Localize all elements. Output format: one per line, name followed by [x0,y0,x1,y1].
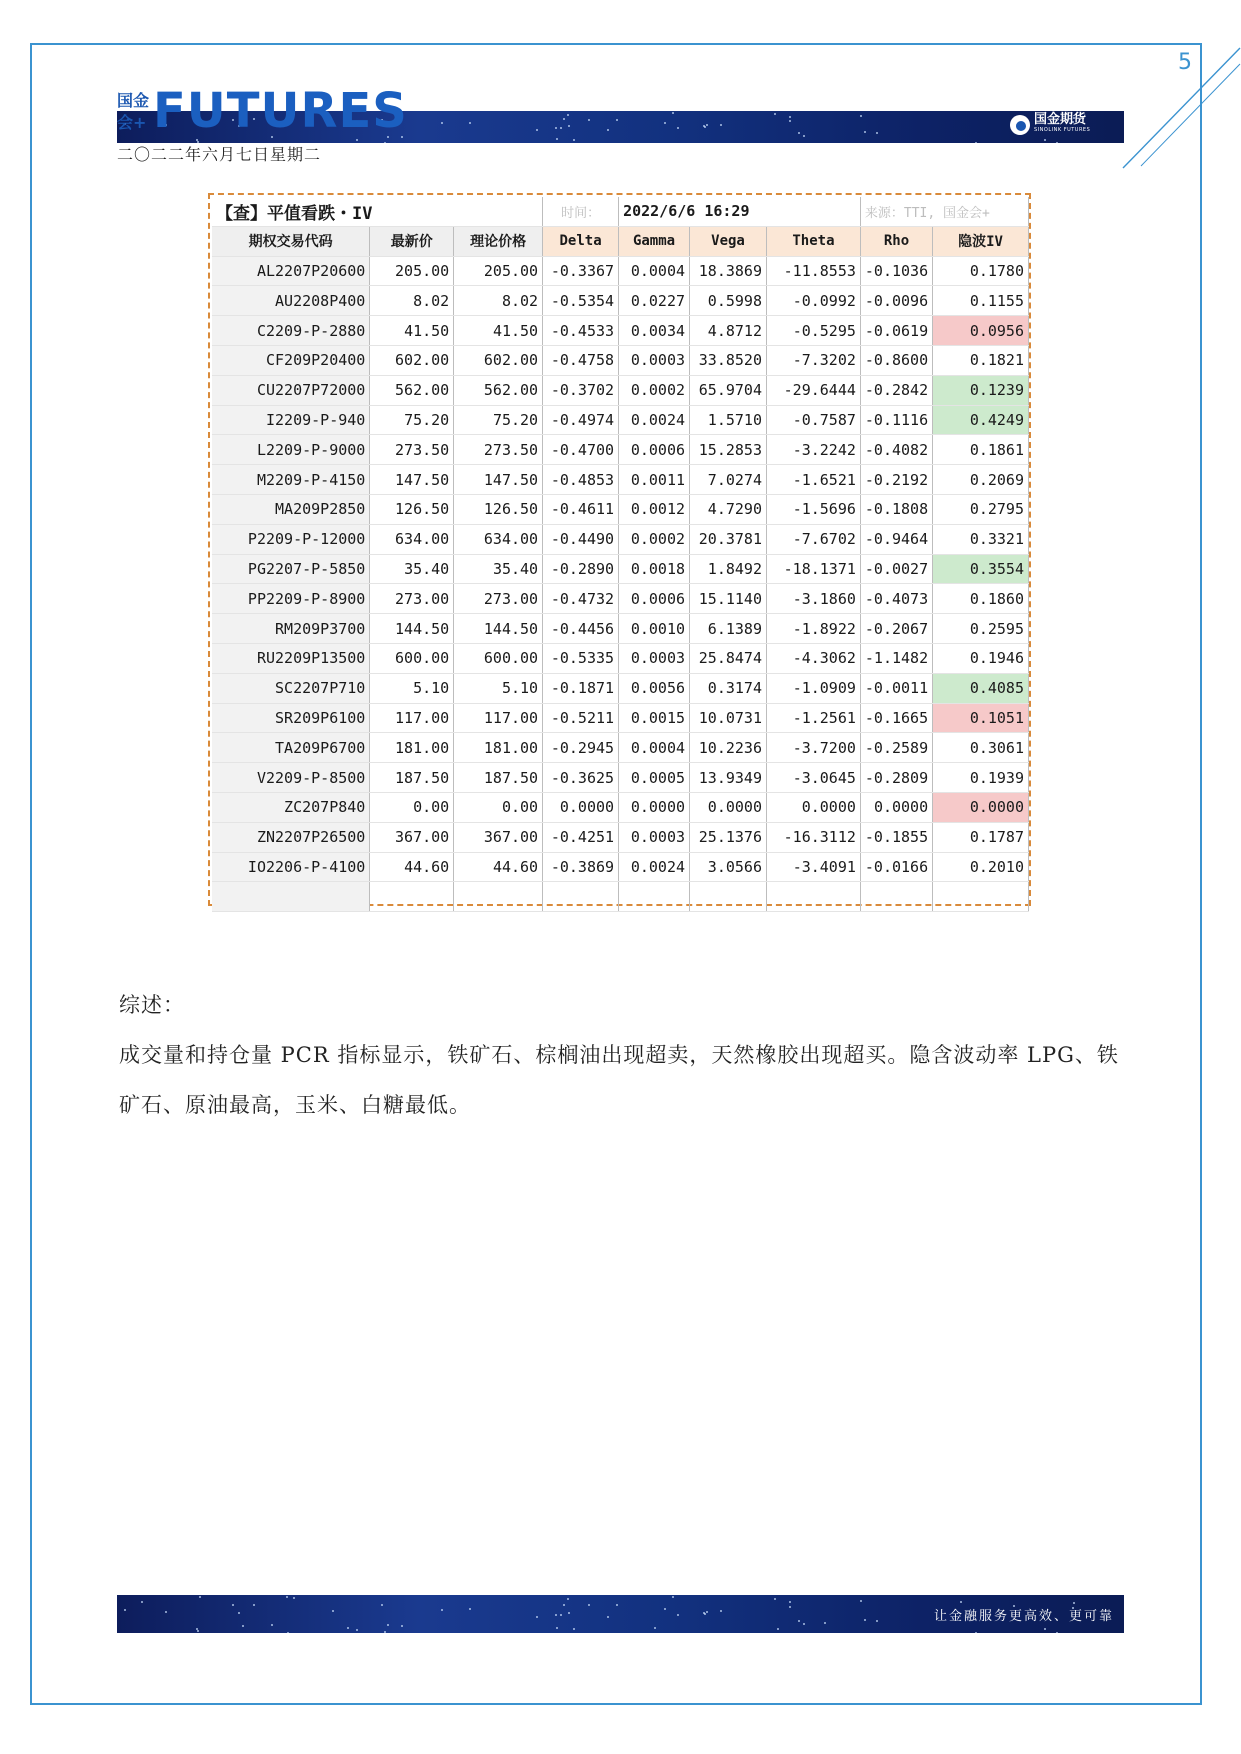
logo-en: FUTURES [153,83,408,139]
table-cell: -0.4533 [543,316,619,346]
table-cell: -1.6521 [766,465,860,495]
table-cell: 10.0731 [690,703,767,733]
table-row-empty [212,882,1029,912]
table-cell: -18.1371 [766,554,860,584]
table-cell: 634.00 [454,524,543,554]
table-cell: 7.0274 [690,465,767,495]
table-cell: -0.2192 [860,465,932,495]
table-cell: 1.8492 [690,554,767,584]
logo-cn: 国金会+ [117,91,150,132]
table-cell: 187.50 [454,763,543,793]
table-cell: 187.50 [370,763,454,793]
table-cell: 0.3061 [933,733,1029,763]
table-row [212,822,1029,852]
table-cell: -0.3625 [543,763,619,793]
table-cell: 41.50 [370,316,454,346]
table-cell: 0.1860 [933,584,1029,614]
table-cell: 634.00 [370,524,454,554]
table-row [212,763,1029,793]
iv-table-frame [208,193,1031,906]
table-cell: 0.0000 [860,792,932,822]
table-cell: 0.1051 [933,703,1029,733]
time-label: 时间： [543,197,619,226]
table-row [212,435,1029,465]
table-cell: 0.0010 [619,614,690,644]
table-cell: 0.2069 [933,465,1029,495]
option-code-cell: CF209P20400 [212,345,370,375]
option-code-cell: RU2209P13500 [212,643,370,673]
table-cell: -0.2809 [860,763,932,793]
table-cell: 0.1787 [933,822,1029,852]
table-cell: 0.0034 [619,316,690,346]
table-cell: 602.00 [370,345,454,375]
table-row [212,584,1029,614]
table-cell: 0.0018 [619,554,690,584]
table-cell: 0.0002 [619,375,690,405]
table-cell: 0.00 [370,792,454,822]
column-header: 最新价 [370,226,454,256]
table-cell: 3.0566 [690,852,767,882]
column-header: Theta [766,226,860,256]
table-cell: 0.3554 [933,554,1029,584]
table-cell: -0.3869 [543,852,619,882]
table-cell: 35.40 [370,554,454,584]
table-cell: 44.60 [454,852,543,882]
source-note: 来源：TTI, 国金会+ [860,197,1028,226]
table-row [212,375,1029,405]
header-date: 二〇二二年六月七日星期二 [117,145,322,164]
table-cell: 0.0003 [619,822,690,852]
table-cell: -0.4073 [860,584,932,614]
table-cell: -0.0619 [860,316,932,346]
table-cell: 4.7290 [690,494,767,524]
table-cell: 144.50 [454,614,543,644]
table-cell: -0.4853 [543,465,619,495]
table-cell: -3.0645 [766,763,860,793]
footer-banner [117,1595,1124,1633]
table-cell: 600.00 [454,643,543,673]
table-cell: 75.20 [370,405,454,435]
table-cell: -0.0992 [766,286,860,316]
table-cell: -0.1871 [543,673,619,703]
option-code-cell: IO2206-P-4100 [212,852,370,882]
table-cell: 126.50 [454,494,543,524]
option-code-cell: L2209-P-9000 [212,435,370,465]
table-cell: 205.00 [454,256,543,286]
option-code-cell: MA209P2850 [212,494,370,524]
table-cell: -0.5335 [543,643,619,673]
table-row [212,256,1029,286]
option-code-cell: P2209-P-12000 [212,524,370,554]
table-cell: -16.3112 [766,822,860,852]
table-cell: 117.00 [370,703,454,733]
table-cell: 0.0227 [619,286,690,316]
table-cell: 0.0000 [933,792,1029,822]
table-row [212,405,1029,435]
table-cell: -3.4091 [766,852,860,882]
time-value: 2022/6/6 16:29 [619,197,861,226]
table-cell: 126.50 [370,494,454,524]
option-code-cell: RM209P3700 [212,614,370,644]
column-header: Delta [543,226,619,256]
brand-circle-icon [1010,115,1030,135]
column-header: 期权交易代码 [212,226,370,256]
table-cell: -0.2890 [543,554,619,584]
table-cell: -0.2067 [860,614,932,644]
table-cell: -0.4611 [543,494,619,524]
table-row [212,494,1029,524]
table-cell: 562.00 [370,375,454,405]
table-cell: 181.00 [370,733,454,763]
option-code-cell: PP2209-P-8900 [212,584,370,614]
table-cell: 0.2010 [933,852,1029,882]
table-cell: -0.0027 [860,554,932,584]
table-cell: -1.1482 [860,643,932,673]
table-cell: 0.00 [454,792,543,822]
table-cell: -0.5211 [543,703,619,733]
table-cell: 8.02 [454,286,543,316]
table-cell: -7.6702 [766,524,860,554]
table-cell: 117.00 [454,703,543,733]
table-cell: 35.40 [454,554,543,584]
table-cell: 144.50 [370,614,454,644]
table-cell: -0.2945 [543,733,619,763]
table-cell: 41.50 [454,316,543,346]
table-cell: -0.4082 [860,435,932,465]
column-header: Rho [860,226,932,256]
option-code-cell: V2209-P-8500 [212,763,370,793]
table-cell: 0.1946 [933,643,1029,673]
table-cell: -3.7200 [766,733,860,763]
table-row [212,792,1029,822]
table-cell: -1.0909 [766,673,860,703]
table-cell: 0.0000 [543,792,619,822]
option-code-cell: AL2207P20600 [212,256,370,286]
column-header: 理论价格 [454,226,543,256]
table-cell: 147.50 [454,465,543,495]
table-title: 【查】平值看跌・IV [212,197,543,226]
table-cell: -1.5696 [766,494,860,524]
table-cell: -0.1808 [860,494,932,524]
table-cell: 6.1389 [690,614,767,644]
table-cell: 0.0024 [619,852,690,882]
table-cell: 0.0011 [619,465,690,495]
table-cell: 0.2795 [933,494,1029,524]
table-cell: -3.1860 [766,584,860,614]
table-cell: 0.5998 [690,286,767,316]
table-cell: 367.00 [454,822,543,852]
option-code-cell: AU2208P400 [212,286,370,316]
table-cell: 0.3321 [933,524,1029,554]
table-cell: 273.00 [454,584,543,614]
table-row [212,554,1029,584]
table-cell: 0.0003 [619,345,690,375]
table-cell: -0.4251 [543,822,619,852]
table-cell: 0.2595 [933,614,1029,644]
table-header-row [212,226,1029,256]
table-row [212,614,1029,644]
table-cell: -0.2589 [860,733,932,763]
table-cell: -0.4456 [543,614,619,644]
table-cell: -0.1036 [860,256,932,286]
table-cell: 0.3174 [690,673,767,703]
table-cell: -0.2842 [860,375,932,405]
table-row [212,643,1029,673]
table-cell: -0.3367 [543,256,619,286]
table-cell: -0.5354 [543,286,619,316]
table-cell: -4.3062 [766,643,860,673]
table-cell: 0.1821 [933,345,1029,375]
table-cell: 0.0056 [619,673,690,703]
table-cell: -1.2561 [766,703,860,733]
option-code-cell: SR209P6100 [212,703,370,733]
table-cell: 5.10 [370,673,454,703]
table-cell: 0.0012 [619,494,690,524]
table-cell: 18.3869 [690,256,767,286]
table-row [212,673,1029,703]
option-code-cell: C2209-P-2880 [212,316,370,346]
table-cell: -0.5295 [766,316,860,346]
table-cell: 0.0015 [619,703,690,733]
table-cell: -11.8553 [766,256,860,286]
option-code-cell: I2209-P-940 [212,405,370,435]
table-cell: -7.3202 [766,345,860,375]
table-cell: 602.00 [454,345,543,375]
table-cell: -0.7587 [766,405,860,435]
table-cell: 1.5710 [690,405,767,435]
table-cell: 0.0006 [619,584,690,614]
table-cell: 0.0004 [619,256,690,286]
table-cell: 75.20 [454,405,543,435]
table-row [212,465,1029,495]
table-cell: -0.9464 [860,524,932,554]
summary-text: 成交量和持仓量 PCR 指标显示，铁矿石、棕榈油出现超卖，天然橡胶出现超买。隐含波动率 LPG、铁矿石、原油最高，玉米、白糖最低。 [119,1043,1119,1117]
table-cell: -29.6444 [766,375,860,405]
option-code-cell: PG2207-P-5850 [212,554,370,584]
iv-table [212,197,1029,912]
table-row [212,286,1029,316]
table-cell: -0.1116 [860,405,932,435]
table-cell: -0.4974 [543,405,619,435]
option-code-cell: TA209P6700 [212,733,370,763]
table-cell: 20.3781 [690,524,767,554]
table-cell: 0.0000 [766,792,860,822]
table-cell: 0.1939 [933,763,1029,793]
table-cell: 8.02 [370,286,454,316]
table-row [212,316,1029,346]
option-code-cell: SC2207P710 [212,673,370,703]
table-cell: 33.8520 [690,345,767,375]
brand-name-cn: 国金期货 [1034,112,1087,127]
table-cell: 10.2236 [690,733,767,763]
table-cell: -0.0011 [860,673,932,703]
table-cell: -0.4700 [543,435,619,465]
table-cell: 0.1780 [933,256,1029,286]
table-row [212,852,1029,882]
option-code-cell: ZC207P840 [212,792,370,822]
table-cell: 44.60 [370,852,454,882]
table-cell: 25.8474 [690,643,767,673]
table-cell: 367.00 [370,822,454,852]
table-cell: 15.1140 [690,584,767,614]
table-cell: 0.0000 [619,792,690,822]
table-cell: 147.50 [370,465,454,495]
brand-logo [1010,114,1090,136]
table-cell: 4.8712 [690,316,767,346]
table-title-row [212,197,1029,226]
option-code-cell: M2209-P-4150 [212,465,370,495]
table-cell: 0.1239 [933,375,1029,405]
summary-heading: 综述： [119,993,185,1017]
table-cell: 0.0956 [933,316,1029,346]
table-cell: 181.00 [454,733,543,763]
page-number: 5 [1178,50,1192,75]
table-cell: 0.4249 [933,405,1029,435]
option-code-cell: CU2207P72000 [212,375,370,405]
table-cell: -0.1665 [860,703,932,733]
table-cell: -0.3702 [543,375,619,405]
corner-decoration [1115,40,1241,175]
table-cell: 273.00 [370,584,454,614]
table-cell: -0.0166 [860,852,932,882]
table-cell: -0.0096 [860,286,932,316]
table-cell: 0.0000 [690,792,767,822]
table-cell: 0.4085 [933,673,1029,703]
table-cell: 205.00 [370,256,454,286]
table-cell: 562.00 [454,375,543,405]
table-cell: 13.9349 [690,763,767,793]
table-cell: 0.0003 [619,643,690,673]
table-cell: 65.9704 [690,375,767,405]
table-cell: -0.4758 [543,345,619,375]
table-cell: -0.4490 [543,524,619,554]
table-cell: -1.8922 [766,614,860,644]
option-code-cell: ZN2207P26500 [212,822,370,852]
table-cell: 600.00 [370,643,454,673]
column-header: Gamma [619,226,690,256]
table-cell: 15.2853 [690,435,767,465]
table-row [212,345,1029,375]
table-cell: 0.0002 [619,524,690,554]
table-cell: 5.10 [454,673,543,703]
column-header: Vega [690,226,767,256]
table-cell: -3.2242 [766,435,860,465]
column-header: 隐波IV [933,226,1029,256]
table-row [212,733,1029,763]
table-cell: -0.1855 [860,822,932,852]
table-row [212,703,1029,733]
table-cell: 0.1861 [933,435,1029,465]
table-cell: 0.0005 [619,763,690,793]
table-cell: 0.0024 [619,405,690,435]
brand-name-en: SINOLINK FUTURES [1034,127,1091,133]
footer-slogan: 让金融服务更高效、更可靠 [933,1609,1114,1624]
table-row [212,524,1029,554]
table-cell: 273.50 [454,435,543,465]
table-cell: 25.1376 [690,822,767,852]
table-cell: 0.1155 [933,286,1029,316]
table-cell: 273.50 [370,435,454,465]
table-cell: 0.0006 [619,435,690,465]
table-cell: 0.0004 [619,733,690,763]
table-cell: -0.8600 [860,345,932,375]
summary-section [119,980,1119,1130]
table-cell: -0.4732 [543,584,619,614]
